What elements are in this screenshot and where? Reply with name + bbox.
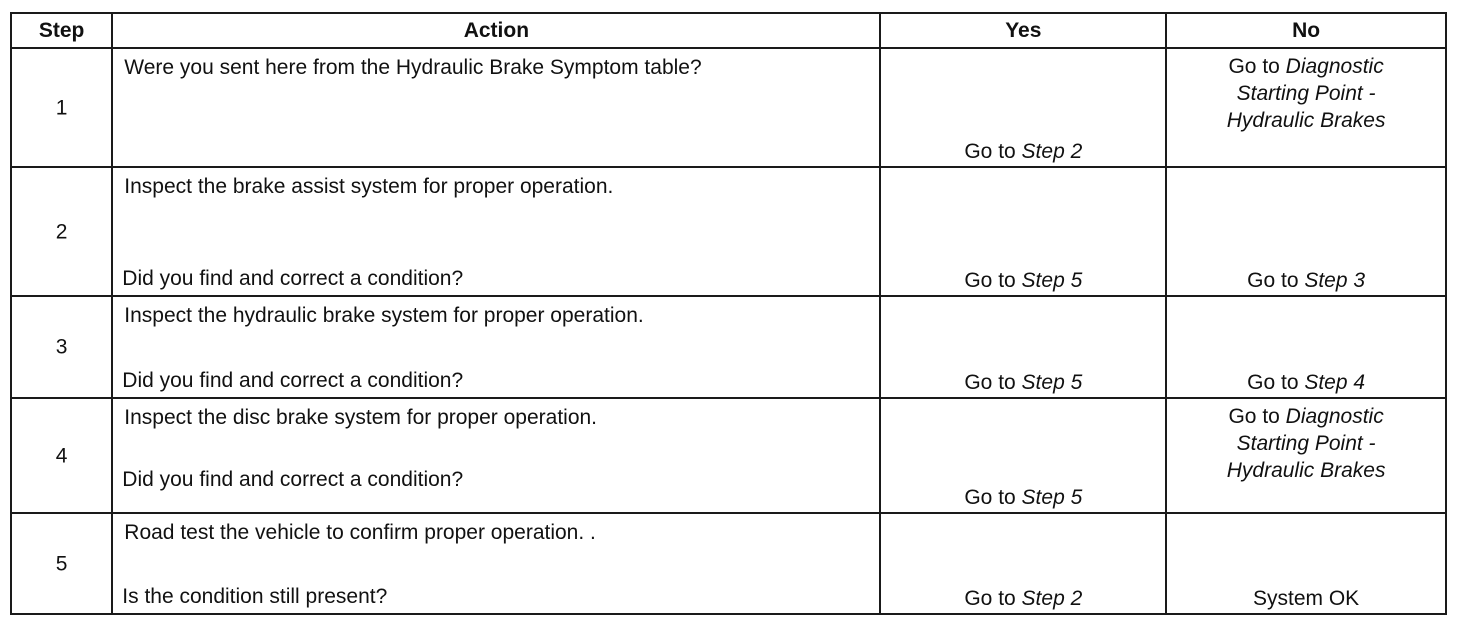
no-cell — [1166, 513, 1446, 614]
yes-result — [881, 267, 1165, 294]
no-ref-line3: Hydraulic Brakes — [1226, 109, 1386, 132]
table-row — [11, 48, 1446, 167]
step-cell — [11, 513, 112, 614]
no-ref: Diagnostic — [1285, 55, 1384, 78]
no-ref-line2: Starting Point - — [1236, 82, 1376, 105]
diagnostic-table — [10, 12, 1447, 615]
no-result — [1167, 403, 1445, 484]
action-cell — [112, 48, 880, 167]
no-cell — [1166, 167, 1446, 296]
yes-step-ref: Step 5 — [1021, 269, 1083, 292]
action-cell — [112, 296, 880, 398]
no-prefix: Go to — [1247, 371, 1305, 394]
action-cell — [112, 398, 880, 513]
action-question: Is the condition still present? — [122, 585, 388, 608]
action-text: Inspect the brake assist system for proper operation. — [124, 175, 614, 198]
yes-cell — [880, 513, 1166, 614]
yes-result — [881, 585, 1165, 612]
no-cell — [1166, 398, 1446, 513]
step-cell — [11, 296, 112, 398]
yes-prefix: Go to — [964, 269, 1022, 292]
yes-prefix: Go to — [964, 140, 1022, 163]
no-result — [1167, 369, 1445, 396]
action-cell — [112, 167, 880, 296]
action-text: Were you sent here from the Hydraulic Brake Symptom table? — [124, 56, 702, 79]
no-result — [1167, 53, 1445, 134]
action-question: Did you find and correct a condition? — [122, 267, 464, 290]
yes-result — [881, 138, 1165, 165]
step-number: 2 — [55, 220, 68, 243]
table-row — [11, 398, 1446, 513]
action-text: Road test the vehicle to confirm proper operation. . — [124, 521, 596, 544]
no-step-ref: Step 4 — [1304, 371, 1366, 394]
no-result: System OK — [1253, 587, 1360, 610]
action-text: Inspect the disc brake system for proper operation. — [124, 406, 598, 429]
step-number: 1 — [55, 96, 68, 119]
step-number: 5 — [55, 552, 68, 575]
step-cell — [11, 48, 112, 167]
action-question: Did you find and correct a condition? — [122, 369, 464, 392]
header-no: No — [1166, 13, 1446, 48]
header-action: Action — [112, 13, 880, 48]
no-ref-line2: Starting Point - — [1236, 432, 1376, 455]
no-prefix: Go to — [1228, 55, 1286, 78]
header-step: Step — [11, 13, 112, 48]
table-row — [11, 296, 1446, 398]
yes-step-ref: Step 2 — [1021, 587, 1083, 610]
action-question: Did you find and correct a condition? — [122, 468, 464, 491]
yes-cell — [880, 398, 1166, 513]
no-step-ref: Step 3 — [1304, 269, 1366, 292]
yes-cell — [880, 296, 1166, 398]
step-cell — [11, 167, 112, 296]
yes-prefix: Go to — [964, 486, 1022, 509]
step-cell — [11, 398, 112, 513]
yes-result — [881, 369, 1165, 396]
yes-prefix: Go to — [964, 587, 1022, 610]
no-ref-line3: Hydraulic Brakes — [1226, 459, 1386, 482]
table-row — [11, 167, 1446, 296]
no-cell — [1166, 296, 1446, 398]
yes-cell — [880, 167, 1166, 296]
step-number: 4 — [55, 444, 68, 467]
no-prefix: Go to — [1247, 269, 1305, 292]
table-row — [11, 513, 1446, 614]
no-cell — [1166, 48, 1446, 167]
no-result — [1167, 267, 1445, 294]
no-ref: Diagnostic — [1285, 405, 1384, 428]
yes-result — [881, 484, 1165, 511]
yes-step-ref: Step 2 — [1021, 140, 1083, 163]
step-number: 3 — [55, 335, 68, 359]
yes-prefix: Go to — [964, 371, 1022, 394]
no-prefix: Go to — [1228, 405, 1286, 428]
yes-cell — [880, 48, 1166, 167]
yes-step-ref: Step 5 — [1021, 486, 1083, 509]
yes-step-ref: Step 5 — [1021, 371, 1083, 394]
action-text: Inspect the hydraulic brake system for proper operation. — [124, 304, 644, 327]
action-cell — [112, 513, 880, 614]
header-yes: Yes — [880, 13, 1166, 48]
header-row — [11, 13, 1446, 48]
